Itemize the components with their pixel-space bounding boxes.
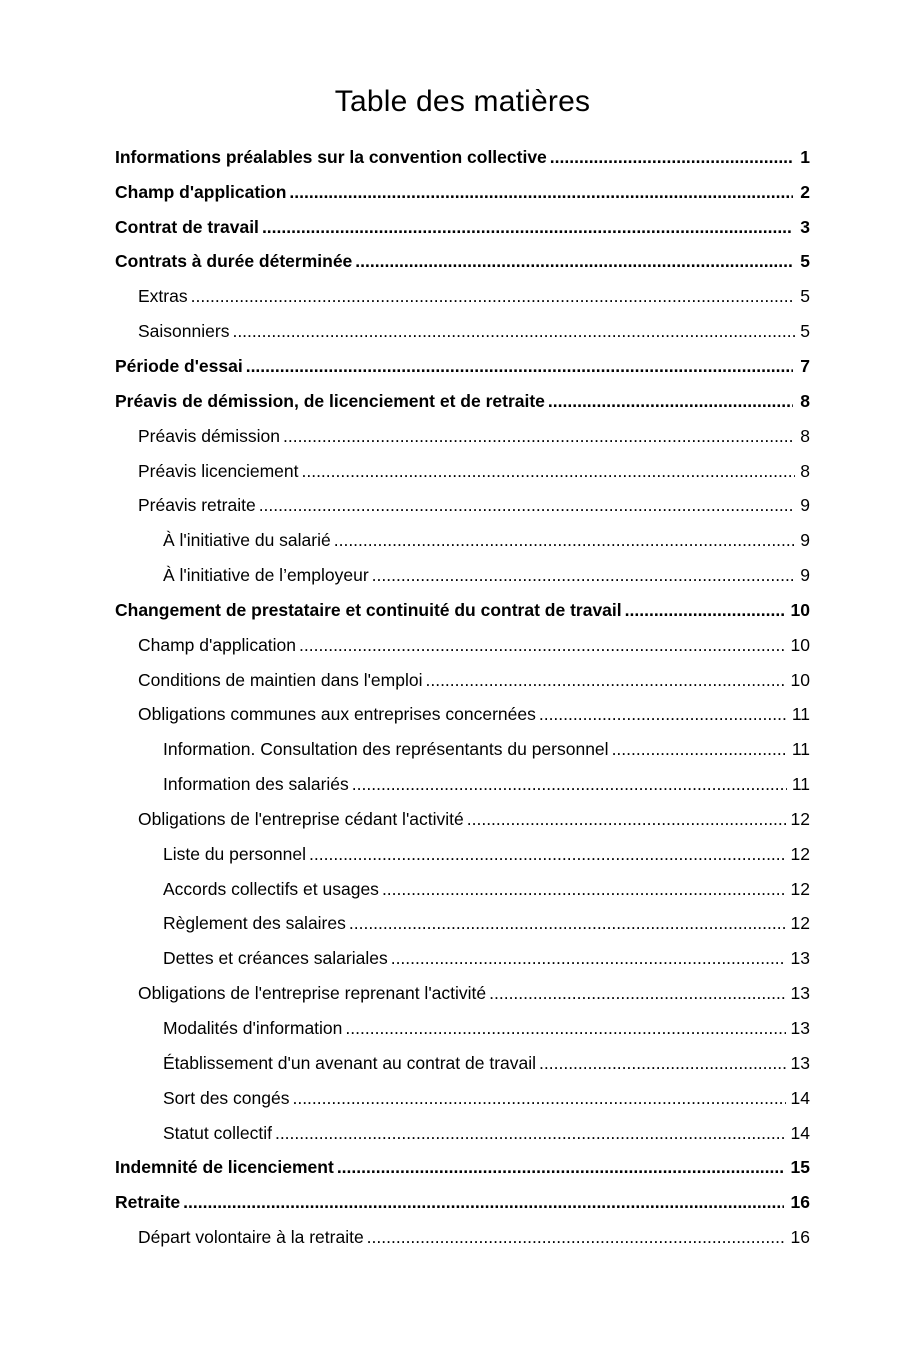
toc-entry-page: 7 — [800, 355, 810, 376]
toc-entry-page: 12 — [790, 808, 810, 829]
toc-entry[interactable] — [115, 454, 810, 489]
dot-leader — [539, 1053, 786, 1074]
toc-entry-label: Liste du personnel — [163, 843, 307, 864]
toc-entry[interactable] — [115, 663, 810, 698]
dot-leader — [275, 1123, 786, 1144]
toc-entry-label: Information des salariés — [163, 774, 349, 795]
toc-entry-label: Champ d'application — [115, 181, 287, 202]
toc-entry[interactable] — [115, 1081, 810, 1116]
toc-entry[interactable] — [115, 802, 810, 837]
table-of-contents — [115, 140, 810, 1255]
toc-entry[interactable] — [115, 488, 810, 523]
toc-entry-page: 13 — [790, 1052, 810, 1073]
dot-leader — [262, 217, 793, 238]
dot-leader — [550, 147, 793, 168]
toc-entry-label: Règlement des salaires — [163, 913, 346, 934]
toc-entry-page: 13 — [790, 1018, 810, 1039]
toc-entry-label: Indemnité de licenciement — [115, 1157, 334, 1178]
toc-entry[interactable] — [115, 698, 810, 733]
toc-entry[interactable] — [115, 976, 810, 1011]
toc-entry[interactable] — [115, 1011, 810, 1046]
dot-leader — [548, 391, 793, 412]
toc-entry[interactable] — [115, 140, 810, 175]
dot-leader — [289, 182, 793, 203]
toc-entry-page: 11 — [791, 704, 810, 725]
toc-entry[interactable] — [115, 384, 810, 419]
dot-leader — [183, 1192, 783, 1213]
dot-leader — [301, 461, 795, 482]
dot-leader — [391, 948, 786, 969]
toc-entry-label: Information. Consultation des représentants du personnel — [163, 739, 609, 760]
toc-entry-page: 13 — [790, 983, 810, 1004]
toc-entry[interactable] — [115, 349, 810, 384]
toc-entry[interactable] — [115, 523, 810, 558]
toc-entry-page: 5 — [800, 251, 810, 272]
toc-entry-label: Champ d'application — [138, 634, 297, 655]
toc-entry-label: Retraite — [115, 1192, 181, 1213]
dot-leader — [489, 983, 785, 1004]
toc-entry[interactable] — [115, 314, 810, 349]
toc-entry-label: Informations préalables sur la convention collective — [115, 146, 547, 167]
dot-leader — [539, 704, 787, 725]
toc-entry-label: Préavis démission — [138, 425, 280, 446]
toc-entry[interactable] — [115, 279, 810, 314]
dot-leader — [334, 530, 796, 551]
toc-entry-page: 14 — [790, 1122, 810, 1143]
dot-leader — [349, 913, 786, 934]
toc-entry-page: 14 — [790, 1087, 810, 1108]
toc-entry-page: 3 — [800, 216, 810, 237]
toc-entry-label: Obligations communes aux entreprises concernées — [138, 704, 536, 725]
toc-entry-page: 8 — [800, 390, 810, 411]
toc-entry-page: 13 — [790, 948, 810, 969]
toc-entry-page: 9 — [800, 530, 810, 551]
toc-entry-label: Modalités d'information — [163, 1018, 343, 1039]
toc-entry-page: 10 — [790, 599, 810, 620]
toc-entry-page: 10 — [790, 634, 810, 655]
dot-leader — [232, 321, 795, 342]
dot-leader — [352, 774, 787, 795]
toc-entry-page: 11 — [791, 774, 810, 795]
toc-entry-label: Conditions de maintien dans l'emploi — [138, 669, 423, 690]
toc-entry[interactable] — [115, 175, 810, 210]
toc-entry-page: 8 — [800, 425, 810, 446]
toc-entry-label: Période d'essai — [115, 355, 243, 376]
toc-entry-label: Préavis de démission, de licenciement et de retraite — [115, 390, 545, 411]
toc-entry-label: À l'initiative du salarié — [163, 530, 331, 551]
dot-leader — [367, 1227, 786, 1248]
toc-entry-label: Obligations de l'entreprise cédant l'activité — [138, 808, 464, 829]
toc-entry-page: 11 — [791, 739, 810, 760]
toc-entry[interactable] — [115, 1046, 810, 1081]
toc-entry-label: Saisonniers — [138, 321, 230, 342]
toc-entry[interactable] — [115, 1220, 810, 1255]
dot-leader — [612, 739, 787, 760]
toc-entry[interactable] — [115, 593, 810, 628]
toc-entry[interactable] — [115, 1116, 810, 1151]
dot-leader — [425, 670, 785, 691]
toc-entry[interactable] — [115, 837, 810, 872]
toc-entry-label: Obligations de l'entreprise reprenant l'activité — [138, 983, 487, 1004]
toc-entry-label: Préavis licenciement — [138, 460, 299, 481]
toc-entry-page: 15 — [790, 1157, 810, 1178]
toc-entry-label: Accords collectifs et usages — [163, 878, 379, 899]
toc-entry-page: 1 — [800, 146, 810, 167]
toc-entry-label: Contrat de travail — [115, 216, 259, 237]
toc-entry-page: 12 — [790, 878, 810, 899]
toc-entry-page: 12 — [790, 913, 810, 934]
toc-entry-page: 16 — [790, 1227, 810, 1248]
toc-entry-label: Statut collectif — [163, 1122, 272, 1143]
dot-leader — [246, 356, 794, 377]
toc-entry-label: Changement de prestataire et continuité du contrat de travail — [115, 599, 622, 620]
toc-entry-label: À l'initiative de l’employeur — [163, 565, 369, 586]
dot-leader — [372, 565, 796, 586]
toc-entry-page: 10 — [790, 669, 810, 690]
dot-leader — [191, 286, 796, 307]
toc-entry[interactable] — [115, 872, 810, 907]
toc-entry[interactable] — [115, 941, 810, 976]
toc-entry[interactable] — [115, 907, 810, 942]
toc-entry-label: Établissement d'un avenant au contrat de travail — [163, 1052, 537, 1073]
toc-entry-label: Départ volontaire à la retraite — [138, 1227, 364, 1248]
toc-entry[interactable] — [115, 210, 810, 245]
dot-leader — [259, 495, 796, 516]
dot-leader — [283, 426, 795, 447]
toc-entry[interactable] — [115, 732, 810, 767]
toc-entry-page: 8 — [800, 460, 810, 481]
dot-leader — [337, 1157, 784, 1178]
dot-leader — [355, 251, 793, 272]
toc-entry-page: 5 — [800, 321, 810, 342]
toc-entry-label: Préavis retraite — [138, 495, 256, 516]
toc-entry[interactable] — [115, 558, 810, 593]
dot-leader — [467, 809, 786, 830]
toc-entry-page: 12 — [790, 843, 810, 864]
toc-entry-page: 16 — [790, 1192, 810, 1213]
toc-entry-page: 5 — [800, 286, 810, 307]
toc-entry-label: Extras — [138, 286, 188, 307]
toc-entry[interactable] — [115, 1150, 810, 1185]
toc-entry[interactable] — [115, 245, 810, 280]
toc-entry-label: Dettes et créances salariales — [163, 948, 388, 969]
toc-entry[interactable] — [115, 1185, 810, 1220]
toc-entry-page: 2 — [800, 181, 810, 202]
toc-entry-label: Contrats à durée déterminée — [115, 251, 353, 272]
toc-entry[interactable] — [115, 419, 810, 454]
dot-leader — [292, 1088, 785, 1109]
toc-entry-page: 9 — [800, 565, 810, 586]
toc-entry[interactable] — [115, 628, 810, 663]
dot-leader — [625, 600, 784, 621]
toc-entry-label: Sort des congés — [163, 1087, 290, 1108]
dot-leader — [299, 635, 786, 656]
dot-leader — [309, 844, 786, 865]
toc-entry-page: 9 — [800, 495, 810, 516]
dot-leader — [345, 1018, 785, 1039]
dot-leader — [382, 879, 786, 900]
page-title: Table des matières — [334, 85, 591, 118]
toc-entry[interactable] — [115, 767, 810, 802]
